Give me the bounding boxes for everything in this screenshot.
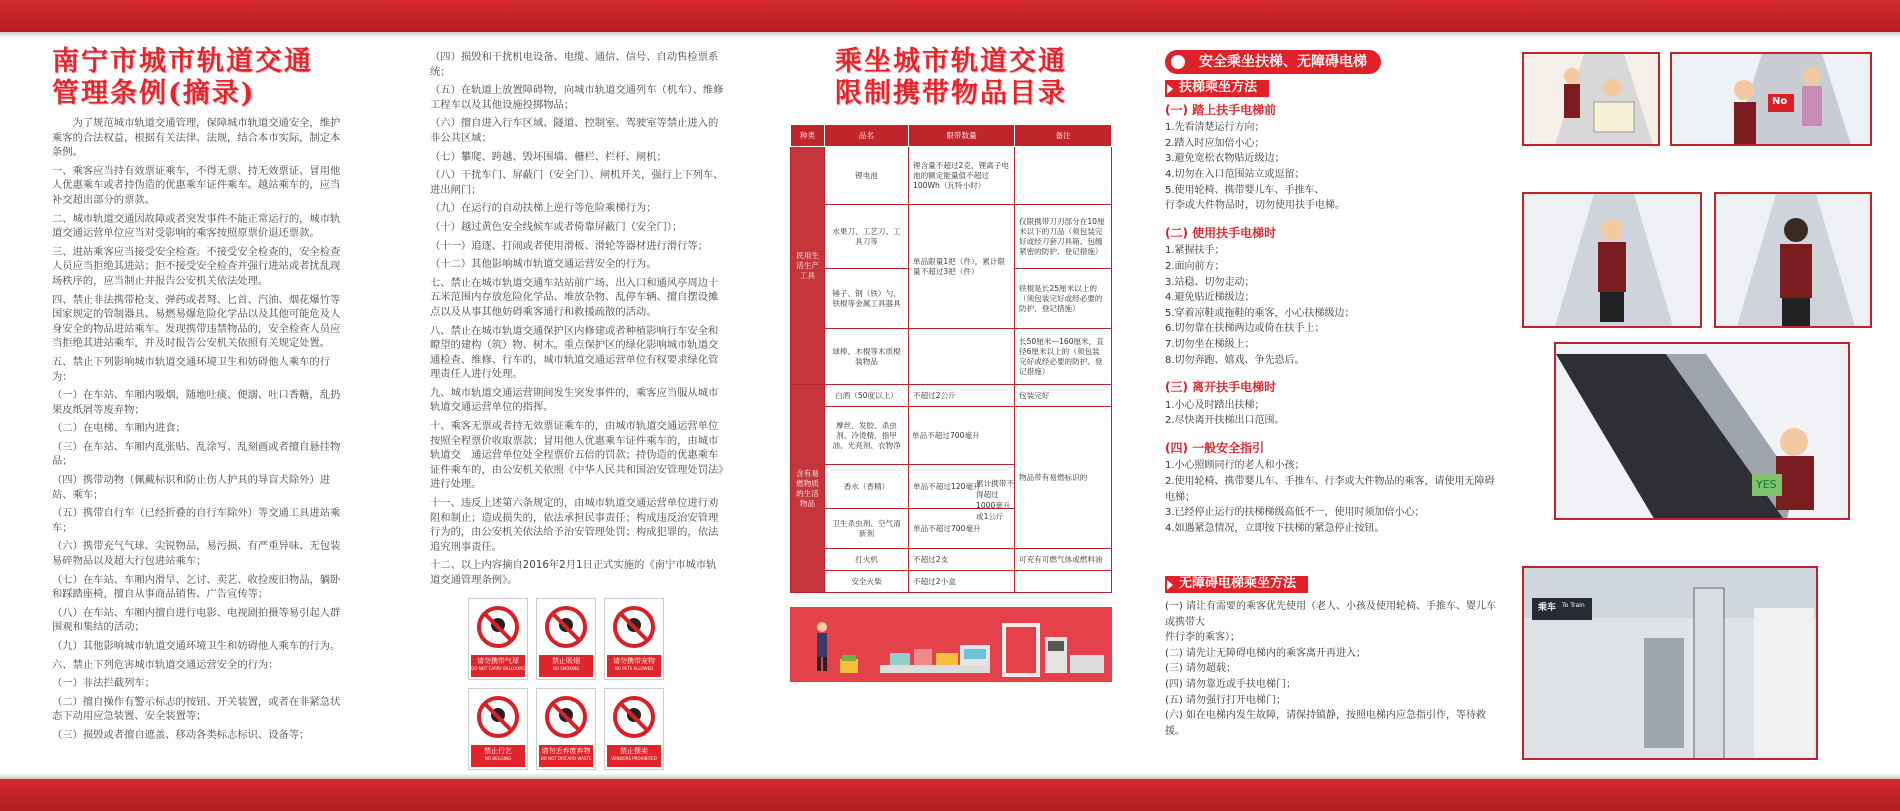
using-escalator-list <box>1165 243 1500 368</box>
prohibition-sign <box>536 688 596 770</box>
regulations-body-continued <box>430 50 726 588</box>
paragraph: （十二）其他影响城市轨道交通运营安全的行为。 <box>430 258 657 271</box>
paragraph: （十一）追逐、打闹或者使用滑板、滑轮等器材进行滑行等； <box>430 239 709 252</box>
table-cell: 单品不超过700毫升 <box>912 430 980 440</box>
paragraph: （二）在电梯、车厢内进食； <box>52 422 186 435</box>
list-item: 3.避免宽松衣物贴近级边； <box>1165 153 1285 165</box>
table-cell: 卫生杀虫剂、空气清新剂 <box>825 509 909 549</box>
list-item: 2.面向前方； <box>1165 260 1225 272</box>
total-limit-note: 累计携带不得超过1000毫升或1公斤 <box>976 479 1014 521</box>
paragraph: 八、禁止在城市轨道交通保护区内修建或者种植影响行车安全和瞭望的建构（筑）物、树木。重点保护区的绿化影响城市轨道交通检查、维修、行车的，城市轨道交通运营单位有权要求绿化管理责任人进行处理。 <box>430 324 719 381</box>
restricted-items-table <box>790 124 1112 593</box>
prohibition-sign <box>468 598 528 680</box>
paragraph: 七、禁止在城市轨道交通车站站前广场、出入口和通风亭周边十五米范围内存放危险化学品、堆放杂物、乱停车辆、擅自摆设摊点以及从事其他妨碍乘客通行和救援疏散的活动。 <box>430 276 719 318</box>
no-vendor-icon <box>612 695 656 739</box>
list-item: 4.如遇紧急情况，立即按下扶梯的紧急停止按钮。 <box>1165 522 1385 534</box>
table-cell: 锂电池 <box>825 147 909 205</box>
table-cell: 铁棍是长25厘米以上的（须包装完好或经必要的防护、登记措施） <box>1015 269 1112 329</box>
section-heading: (二) 使用扶手电梯时 <box>1165 225 1277 240</box>
list-item: 8.切勿奔跑、嬉戏、争先恐后。 <box>1165 354 1305 366</box>
list-item: 5.穿着凉鞋或拖鞋的乘客，小心扶梯级边； <box>1165 307 1355 319</box>
regulations-column-2 <box>430 50 726 770</box>
paragraph: （六）携带充气气球、尖锐物品，易污损、有严重异味、无包装易碎物品以及超大行包进站乘车； <box>52 540 341 568</box>
table-cell: 球棒、木棍等木质棍装物品 <box>825 329 909 385</box>
table-cell: 长50厘米—160厘米，直径6厘米以上的（须包装完好或经必要的防护、登记措施） <box>1015 329 1112 385</box>
list-item: 2.使用轮椅、携带婴儿车、手推车、行李或大件物品的乘客，请使用无障碍电梯； <box>1165 476 1495 503</box>
paragraph: （八）在车站、车厢内擅自进行电影、电视剧拍摄等易引起人群围观和集结的活动； <box>52 606 341 634</box>
list-item: (五) 请勿强行打开电梯门； <box>1165 694 1286 706</box>
escalator-picture-1 <box>1522 52 1660 146</box>
paragraph: （一）非法拦截列车； <box>52 677 155 690</box>
list-item: 1.小心照顾同行的老人和小孩； <box>1165 460 1305 472</box>
paragraph: （八）干扰车门、屏蔽门（安全门）、闸机开关，强行上下列车、进出闸门； <box>430 169 724 196</box>
paragraph: （九）其他影响城市轨道交通环境卫生和妨碍他人乘车的行为。 <box>52 640 341 652</box>
list-item: 1.先看清楚运行方向； <box>1165 122 1265 134</box>
no-cigarette-icon <box>544 605 588 649</box>
paragraph: （四）携带动物（佩戴标识和防止伤人护具的导盲犬除外）进站、乘车； <box>52 474 331 501</box>
table-cell <box>1015 571 1112 593</box>
list-item: 行李或大件物品时，切勿使用扶手电梯。 <box>1165 200 1345 212</box>
station-hall-icon <box>1524 568 1818 760</box>
yes-sign-label: YES <box>1756 478 1777 491</box>
table-cell: 仅限携带刀刃部分在10厘米以下的刀品（须包装完好或经刀套刀具箱、包缠紧密的防护、登记措施） <box>1015 205 1112 269</box>
paragraph: 十二、以上内容摘自2016年2月1日正式实施的《南宁市城市轨道交通管理条例》。 <box>430 559 717 586</box>
paragraph: 五、禁止下列影响城市轨道交通环境卫生和妨碍他人乘车的行为： <box>52 355 331 383</box>
section-heading: (一) 踏上扶手电梯前 <box>1165 102 1277 117</box>
paragraph: 十一、违反上述第六条规定的，由城市轨道交通运营单位进行劝阻和制止；造成损失的，依法承担民事责任；构成违反治安管理行为的，由公安机关依法给予治安管理处罚；构成犯罪的，依法追究刑事责任。 <box>430 497 719 553</box>
table-cell: 不超过2支 <box>909 549 1015 571</box>
list-item: (四) 请勿靠近或手扶电梯门； <box>1165 679 1296 690</box>
paragraph: 二、城市轨道交通因故障或者突发事件不能正常运行的，城市轨道交通运营单位应当对受影响的乘客按照原票价退还票款。 <box>52 212 341 240</box>
paragraph: （六）擅自进入行车区域、隧道、控制室、驾驶室等禁止进入的非公共区域； <box>430 117 719 144</box>
paragraph: 一、乘客应当持有效票证乘车，不得无票、持无效票证、冒用他人优惠乘车或者持伪造的优惠乘车证件乘车。越站乘车的，应当补交超出部分的票款。 <box>52 164 341 206</box>
table-cell: 安全火柴 <box>825 571 909 593</box>
table-cell: 不超过2小盒 <box>909 571 1015 593</box>
category-cell: 民用生活生产工具 <box>791 147 825 385</box>
table-cell: 白酒（50度以上） <box>825 385 909 407</box>
station-photo <box>1522 566 1818 760</box>
before-escalator-list <box>1165 120 1500 214</box>
paragraph: （七）攀爬、跨越、毁坏围墙、栅栏、栏杆、闸机； <box>430 150 667 163</box>
paragraph: 九、城市轨道交通运营期间发生突发事件的，乘客应当服从城市轨道交通运营单位的指挥。 <box>430 386 719 414</box>
leaving-escalator-list <box>1165 398 1500 429</box>
table-header: 限带数量 <box>909 125 1015 147</box>
restricted-items-column <box>790 46 1112 682</box>
category-cell: 含有易燃物质的生活物品 <box>791 385 825 593</box>
bottom-band <box>0 779 1900 811</box>
no-pet-icon <box>612 605 656 649</box>
paragraph: 十、乘客无票或者持无效票证乘车的，由城市轨道交通运营单位按照全程票价收取票款；冒用他人优惠乘车证件乘车的，由城市轨道交 通运营单位处全程票价五倍的罚款；持伪造的优惠乘车证件乘车的，由公安机关依照《中华人民共和国治安管理处罚法》进行处理。 <box>430 420 724 491</box>
paragraph: （七）在车站、车厢内滑旱、乞讨、卖艺、收捡废旧物品，躺卧和踩踏座椅，擅自从事商品销售、广告宣传等； <box>52 573 341 601</box>
security-scene-icon <box>790 607 1112 682</box>
table-cell: 香水（香精） <box>825 465 909 509</box>
table-cell: 水果刀、工艺刀、工具刀等 <box>825 205 909 269</box>
list-item: 件行李的乘客）； <box>1165 632 1240 644</box>
sign-label: 禁止摆卖 VENDORS PROHIBITED <box>607 745 661 767</box>
list-item: (一) 请让有需要的乘客优先使用（老人、小孩及使用轮椅、手推车、婴儿车或携带大 <box>1165 601 1496 628</box>
escalator-illustrations <box>1522 52 1872 762</box>
table-cell: 单品限量1把（件），累计限量不超过3把（件） <box>909 205 1015 329</box>
general-safety-list <box>1165 458 1500 536</box>
list-item: 4.避免贴近梯级边； <box>1165 292 1255 304</box>
paragraph: 三、进站乘客应当接受安全检查。不接受安全检查的，安全检查人员应当拒绝其进站；拒不接受安全检查并强行进站或者扰乱现场秩序的，应当制止并报告公安机关依法处理。 <box>52 245 341 287</box>
prohibition-sign <box>604 598 664 680</box>
no-sign-label: No <box>1772 96 1788 107</box>
table-cell: 单品不超过120毫升 <box>909 465 1015 509</box>
regulations-title: 南宁市城市轨道交通 管理条例(摘录) <box>52 46 313 109</box>
paragraph: （三）在车站、车厢内乱张贴、乱涂写、乱刻画或者擅自悬挂物品； <box>52 440 341 468</box>
table-cell: 锂含量不超过2克，锂离子电池的额定能量值不超过100Wh（瓦特小时） <box>909 147 1015 205</box>
list-item: 1.紧握扶手； <box>1165 245 1225 257</box>
station-sign-label: 乘车 <box>1538 603 1557 613</box>
elevator-rules-list <box>1165 599 1500 739</box>
prohibition-sign <box>604 688 664 770</box>
restricted-items-title: 乘坐城市轨道交通 限制携带物品目录 <box>835 46 1067 109</box>
list-item: 5.使用轮椅、携带婴儿车、手推车、 <box>1165 184 1325 196</box>
security-check-illustration <box>790 607 1112 682</box>
escalator-safety-header: 安全乘坐扶梯、无障碍电梯 <box>1165 50 1381 74</box>
escalator-picture-5 <box>1554 342 1850 520</box>
list-item: 7.切勿坐在梯级上； <box>1165 338 1255 350</box>
table-cell: 打火机 <box>825 549 909 571</box>
escalator-method-subheader: 扶梯乘坐方法 <box>1165 80 1269 97</box>
list-item: (六) 如在电梯内发生故障，请保持镇静，按照电梯内应急指引作，等待救援。 <box>1165 710 1486 737</box>
paragraph: 四、禁止非法携带枪支、弹药或者弩、匕首、汽油、烟花爆竹等国家规定的管制器具、易燃易爆危险化学品以及其他可能危及人身安全的物品进站乘车。发现携带违禁物品的，安全检查人员应当拒绝其进站乘车，并及时报告公安机关依照有关规定处置。 <box>52 293 341 350</box>
table-header: 品名 <box>825 125 909 147</box>
sign-label: 禁止行乞 NO BEGGING <box>471 745 525 767</box>
paragraph: （十）越过黄色安全线候车或者倚靠屏蔽门（安全门）； <box>430 220 683 233</box>
paragraph: （五）携带自行车（已经折叠的自行车除外）等交通工具进站乘车； <box>52 507 341 534</box>
top-band <box>0 0 1900 32</box>
paragraph: 六、禁止下列危害城市轨道交通运营安全的行为： <box>52 658 279 671</box>
regulations-column-1 <box>52 46 350 747</box>
regulations-body <box>52 116 350 743</box>
table-cell: 单品不超过700毫升 <box>909 509 1015 549</box>
prohibition-sign <box>536 598 596 680</box>
prohibition-sign <box>468 688 528 770</box>
no-beggar-icon <box>476 695 520 739</box>
escalator-picture-4 <box>1714 192 1872 328</box>
table-cell: 锤子、钢（铁）勺、铁棍等金属工具器具 <box>825 269 909 329</box>
paragraph: （二）擅自操作有警示标志的按钮、开关装置，或者在非紧急状态下动用应急装置、安全装置等； <box>52 695 341 723</box>
paragraph: （一）在车站、车厢内吸烟，随地吐痰、便溺、吐口香糖，乱扔果皮纸屑等废弃物； <box>52 389 341 416</box>
paragraph: 为了规范城市轨道交通管理，保障城市轨道交通安全，维护乘客的合法权益，根据有关法律、法规，结合本市实际，制定本条例。 <box>52 117 341 159</box>
escalator-handrail-icon <box>1524 194 1702 328</box>
table-cell: 摩丝、发胶、杀虫剂、冷烫精、指甲油、光亮剂、衣物净 <box>825 407 909 465</box>
elevator-method-subheader: 无障碍电梯乘坐方法 <box>1165 576 1308 593</box>
list-item: 1.小心及时踏出扶梯； <box>1165 399 1265 411</box>
list-item: 3.已经停止运行的扶梯梯级高低不一，使用时须加倍小心； <box>1165 507 1425 519</box>
station-sign-label-en: To Train <box>1562 602 1585 609</box>
sign-label: 请勿携带宠物 NO PETS ALLOWED <box>607 655 661 677</box>
sign-label: 请勿携带气球 DO NOT CARRY BALLOONS <box>471 655 525 677</box>
paragraph: （四）损毁和干扰机电设备、电缆、通信、信号、自动售检票系统； <box>430 51 719 78</box>
list-item: (二) 请先让无障碍电梯内的乘客离开再进入； <box>1165 647 1366 659</box>
escalator-yes-sign-icon <box>1556 344 1850 520</box>
table-cell <box>1015 147 1112 205</box>
table-header: 种类 <box>791 125 825 147</box>
escalator-picture-2 <box>1670 52 1872 146</box>
sign-label: 请勿丢弃废弃物 DO NOT DISCARD WASTE <box>539 745 593 767</box>
section-heading: (四) 一般安全指引 <box>1165 440 1265 455</box>
table-cell: 可充有可燃气体或燃料油 <box>1015 549 1112 571</box>
list-item: 6.切勿靠在扶梯两边或倚在扶手上； <box>1165 323 1325 335</box>
table-cell: 包装完好 <box>1015 385 1112 407</box>
no-waste-icon <box>544 695 588 739</box>
table-header: 备注 <box>1015 125 1112 147</box>
paragraph: （五）在轨道上放置障碍物，向城市轨道交通列车（机车）、维修工程车以及其他设施投掷物品； <box>430 84 724 111</box>
list-item: 3.站稳、切勿走动； <box>1165 276 1255 288</box>
escalator-back-view-icon <box>1716 194 1872 328</box>
list-item: 2.踏入时应加倍小心； <box>1165 137 1265 149</box>
table-cell: 不超过2公斤 <box>909 385 1015 407</box>
list-item: 4.切勿在入口范围站立或逗留； <box>1165 168 1305 180</box>
escalator-luggage-icon <box>1524 54 1660 146</box>
escalator-picture-3 <box>1522 192 1702 328</box>
list-item: (三) 请勿超载； <box>1165 663 1236 675</box>
paragraph: （三）损毁或者擅自遮盖、移动各类标志标识、设备等； <box>52 728 310 741</box>
section-heading: (三) 离开扶手电梯时 <box>1165 380 1277 395</box>
paragraph: （九）在运行的自动扶梯上逆行等危险乘梯行为； <box>430 202 657 215</box>
escalator-safety-column <box>1165 50 1500 739</box>
list-item: 2.尽快离开扶梯出口范围。 <box>1165 415 1285 427</box>
table-cell: 物品带有易燃标识的 <box>1015 407 1112 549</box>
no-balloon-icon <box>476 605 520 649</box>
sign-label: 禁止吸烟 NO SMOKING <box>539 655 593 677</box>
prohibition-signs <box>468 598 726 770</box>
